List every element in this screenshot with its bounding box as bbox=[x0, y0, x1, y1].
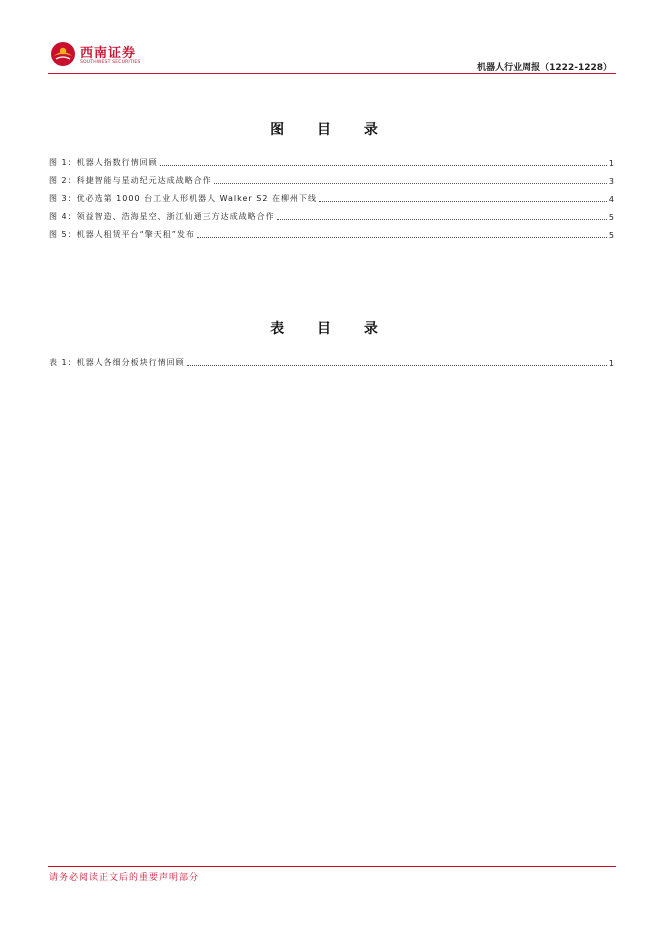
toc-entry-page: 4 bbox=[608, 195, 614, 204]
footer-divider bbox=[48, 866, 616, 867]
footer-disclaimer: 请务必阅读正文后的重要声明部分 bbox=[49, 873, 200, 883]
toc-entry[interactable] bbox=[49, 186, 614, 204]
toc-entry-page: 5 bbox=[608, 213, 614, 222]
logo-name-cn: 西南证券 bbox=[80, 46, 137, 61]
toc-entry[interactable] bbox=[49, 168, 614, 186]
toc-entry[interactable] bbox=[49, 204, 614, 222]
toc-entry[interactable] bbox=[49, 350, 614, 368]
toc-entry-page: 3 bbox=[608, 177, 614, 186]
toc-entry-label: 图 4：领益智造、浩海星空、浙江仙通三方达成战略合作 bbox=[49, 212, 275, 221]
toc-leader-dots bbox=[277, 218, 607, 220]
tables-toc-list bbox=[49, 350, 614, 368]
toc-leader-dots bbox=[187, 364, 607, 366]
toc-leader-dots bbox=[197, 236, 607, 238]
toc-entry[interactable] bbox=[49, 150, 614, 168]
toc-entry-page: 5 bbox=[608, 231, 614, 240]
toc-leader-dots bbox=[319, 200, 607, 202]
page-header bbox=[48, 38, 616, 74]
figures-toc-title: 图 目 录 bbox=[270, 122, 392, 138]
toc-entry[interactable] bbox=[49, 222, 614, 240]
toc-entry-label: 图 2：科捷智能与星动纪元达成战略合作 bbox=[49, 176, 212, 185]
tables-toc-title: 表 目 录 bbox=[270, 321, 392, 337]
toc-entry-label: 图 1：机器人指数行情回顾 bbox=[49, 158, 158, 167]
logo-emblem-icon bbox=[50, 41, 76, 67]
figures-toc-list bbox=[49, 150, 614, 240]
header-divider bbox=[48, 73, 616, 74]
toc-entry-label: 表 1：机器人各细分板块行情回顾 bbox=[49, 358, 185, 367]
toc-leader-dots bbox=[214, 182, 607, 184]
report-title: 机器人行业周报（1222-1228） bbox=[477, 63, 612, 73]
logo-name-en: SOUTHWEST SECURITIES bbox=[80, 60, 141, 65]
toc-entry-label: 图 3：优必选第 1000 台工业人形机器人 Walker S2 在柳州下线 bbox=[49, 194, 317, 203]
company-logo bbox=[48, 38, 168, 72]
toc-entry-page: 1 bbox=[608, 359, 614, 368]
toc-entry-page: 1 bbox=[608, 159, 614, 168]
toc-leader-dots bbox=[160, 164, 607, 166]
toc-entry-label: 图 5：机器人租赁平台“擎天租”发布 bbox=[49, 230, 195, 239]
